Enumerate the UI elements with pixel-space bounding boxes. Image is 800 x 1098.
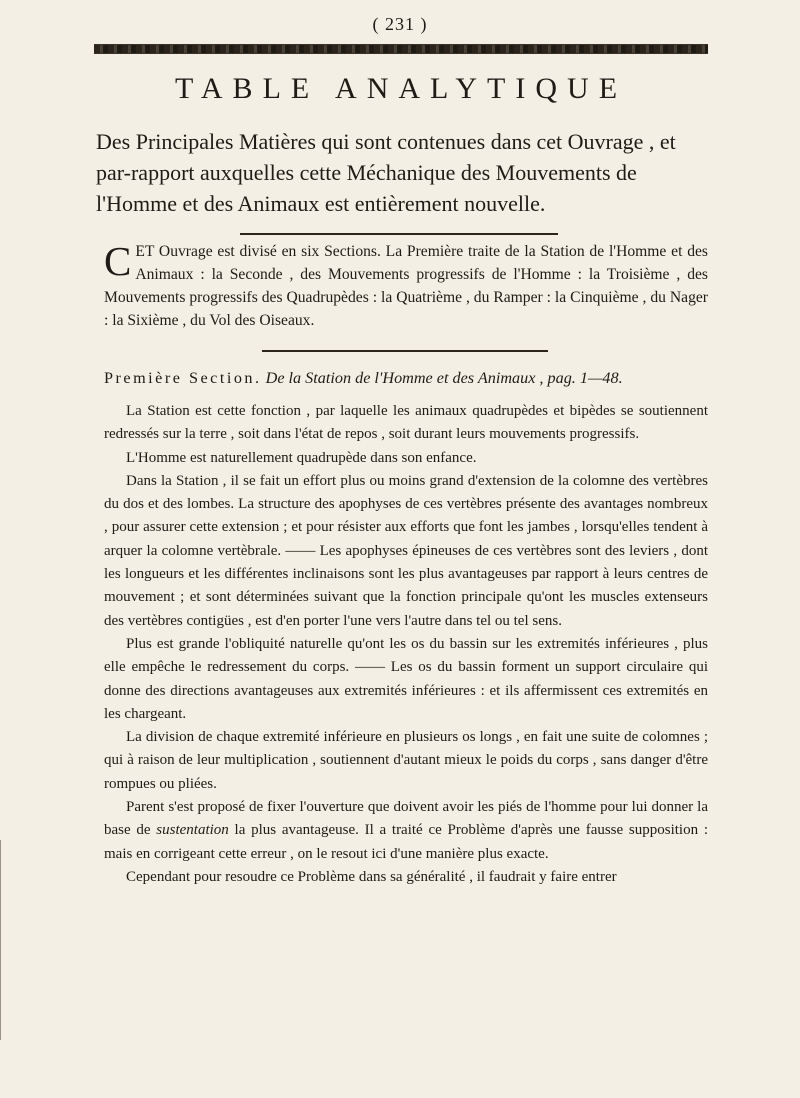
intro-text: ET Ouvrage est divisé en six Sections. La Première traite de la Station de l'Homme et des Animaux : la Seconde , des Mouvements progressifs de l'Homme : la Troisième , des Mouvements progressifs des Quadrupèdes : la Quatrième , du Ramper : la Cinquième , du Nager : la Sixième , du Vol des Oiseaux. bbox=[104, 243, 708, 329]
italic-term: sustentation bbox=[156, 822, 229, 839]
paragraph: La Station est cette fonction , par laquelle les animaux quadrupèdes et bipèdes se soutiennent redressés sur la terre , soit dans l'état de repos , soit durant leurs mouvements progressifs. bbox=[104, 403, 708, 443]
paragraph: Plus est grande l'obliquité naturelle qu'ont les os du bassin sur les extremités inférieures , plus elle empêche le redressement du corps. —— Les os du bassin forment un support circulaire qui donne des directions avantageuses aux extremités inférieures : et ils affermissent ces extremités en les chargeant. bbox=[104, 635, 708, 722]
section-body bbox=[104, 400, 708, 889]
binding-edge bbox=[0, 840, 1, 1040]
paragraph-text: la plus avantageuse. Il a traité ce Problème d'après une fausse supposition : mais en corrigeant cette erreur , on le resout ici d'une manière plus exacte. bbox=[104, 822, 708, 862]
paragraph: La division de chaque extremité inférieure en plusieurs os longs , en fait une suite de colomnes ; qui à raison de leur multiplication , soutiennent d'autant mieux le poids du corps , sans danger d'être rompues ou pliées. bbox=[104, 729, 708, 792]
page-title: TABLE ANALYTIQUE bbox=[174, 72, 628, 105]
paragraph: Cependant pour resoudre ce Problème dans sa généralité , il faudrait y faire entrer bbox=[126, 868, 617, 885]
page-number: ( 231 ) bbox=[372, 14, 428, 34]
paragraph: Dans la Station , il se fait un effort plus ou moins grand d'extension de la colomne des vertèbres du dos et des lombes. La structure des apophyses de ces vertèbres présente des avantages nombreux , pour assurer cette extension ; et pour résister aux efforts que font les jambes , lorsqu'elles tendent à arquer la colomne vertèbrale. —— Les apophyses épineuses de ces vertèbres sont des leviers , dont les longueurs et les différentes inclinaisons sont les plus avantageuses par rapport à leurs centres de mouvement ; et sont déterminées suivant que la fonction principale qu'ont les muscles extenseurs des vertèbres contigües , est d'en porter l'une vers l'autre dans tel ou tel sens. bbox=[104, 472, 708, 629]
paragraph: L'Homme est naturellement quadrupède dans son enfance. bbox=[126, 449, 477, 466]
intro-paragraph bbox=[104, 240, 708, 332]
paragraph-text: Parent s'est proposé de fixer l'ouverture que doivent avoir les piés de l'homme pour lui donner la base de bbox=[104, 799, 708, 839]
divider-rule bbox=[240, 233, 558, 235]
subtitle: Des Principales Matières qui sont contenues dans cet Ouvrage , et par-rapport auxquelles cette Méchanique des Mouvements de l'Homme et des Animaux est entièrement nouvelle. bbox=[96, 129, 676, 216]
paragraph bbox=[104, 796, 708, 866]
section-heading bbox=[104, 366, 708, 390]
ornamental-rule bbox=[94, 44, 708, 54]
section-label: Première Section. bbox=[104, 369, 262, 387]
section-title: De la Station de l'Homme et des Animaux , pag. 1—48. bbox=[265, 369, 623, 387]
drop-cap: C bbox=[104, 238, 132, 284]
section-divider-rule bbox=[262, 350, 548, 352]
